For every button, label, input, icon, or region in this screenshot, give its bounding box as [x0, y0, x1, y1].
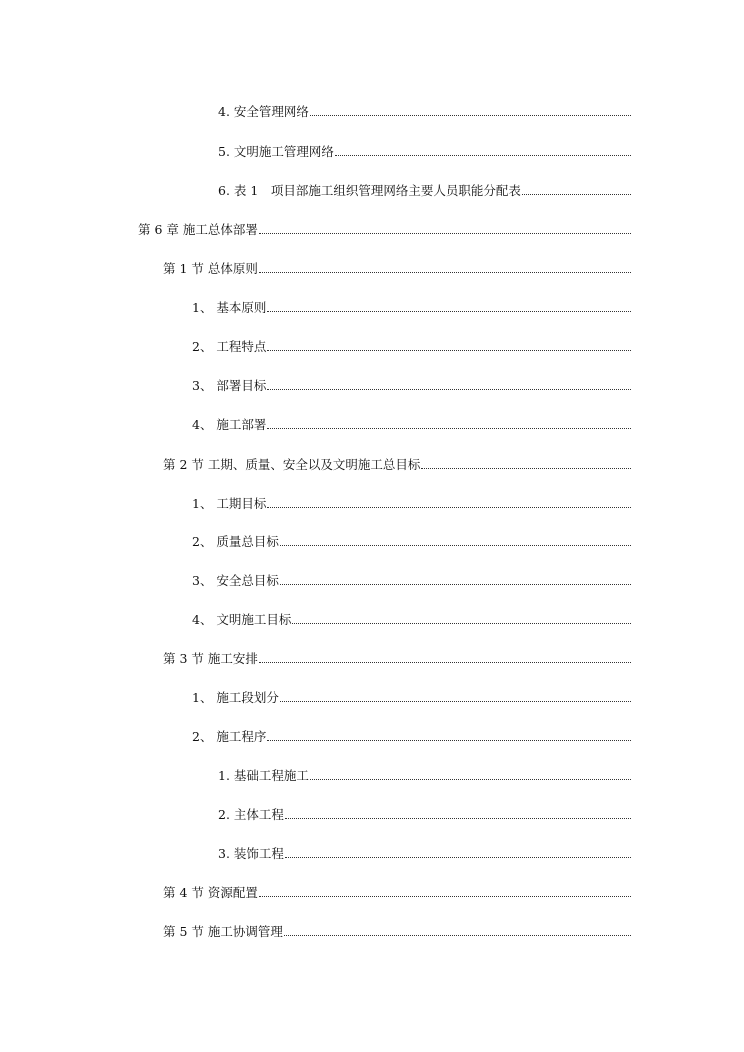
- toc-entry-label: 2. 主体工程: [218, 807, 284, 822]
- toc-entry-label: 3. 装饰工程: [218, 846, 284, 861]
- dot-leader: [280, 545, 631, 546]
- toc-entry-label: 1. 基础工程施工: [218, 768, 309, 783]
- dot-leader: [522, 194, 631, 195]
- dot-leader: [335, 155, 631, 156]
- toc-entry[interactable]: [192, 374, 631, 394]
- toc-entry-label: 4、 施工部署: [192, 417, 267, 432]
- dot-leader: [267, 311, 631, 312]
- dot-leader: [285, 857, 631, 858]
- dot-leader: [259, 662, 631, 663]
- toc-entry-label: 2、 质量总目标: [192, 534, 279, 549]
- toc-entry-label: 4. 安全管理网络: [218, 104, 309, 119]
- dot-leader: [292, 623, 631, 624]
- dot-leader: [267, 389, 631, 390]
- toc-entry[interactable]: [138, 218, 631, 238]
- dot-leader: [267, 507, 631, 508]
- toc-entry[interactable]: [218, 140, 631, 160]
- toc-entry[interactable]: [163, 257, 631, 277]
- toc-entry-label: 第 6 章 施工总体部署: [138, 222, 258, 237]
- dot-leader: [421, 468, 631, 469]
- toc-entry-label: 第 5 节 施工协调管理: [163, 924, 283, 939]
- toc-entry[interactable]: [218, 842, 631, 862]
- toc-entry[interactable]: [192, 686, 631, 706]
- dot-leader: [310, 115, 631, 116]
- toc-entry-label: 1、 基本原则: [192, 300, 267, 315]
- toc-entry-label: 2、 工程特点: [192, 339, 267, 354]
- toc-entry[interactable]: [192, 569, 631, 589]
- toc-entry-label: 3、 安全总目标: [192, 573, 279, 588]
- dot-leader: [267, 350, 631, 351]
- dot-leader: [284, 935, 631, 936]
- toc-entry-label: 1、 施工段划分: [192, 690, 279, 705]
- dot-leader: [280, 701, 631, 702]
- toc-entry-label: 6. 表 1 项目部施工组织管理网络主要人员职能分配表: [218, 183, 521, 198]
- toc-entry[interactable]: [218, 764, 631, 784]
- dot-leader: [310, 779, 631, 780]
- toc-entry-label: 第 4 节 资源配置: [163, 885, 258, 900]
- dot-leader: [280, 584, 631, 585]
- dot-leader: [267, 428, 631, 429]
- toc-entry-label: 5. 文明施工管理网络: [218, 144, 334, 159]
- toc-entry-label: 2、 施工程序: [192, 729, 267, 744]
- toc-entry-label: 第 2 节 工期、质量、安全以及文明施工总目标: [163, 457, 421, 472]
- toc-entry-label: 4、 文明施工目标: [192, 612, 292, 627]
- toc-entry[interactable]: [163, 881, 631, 901]
- toc-entry[interactable]: [192, 296, 631, 316]
- dot-leader: [259, 233, 631, 234]
- toc-entry[interactable]: [218, 803, 631, 823]
- toc-entry[interactable]: [192, 530, 631, 550]
- toc-entry-label: 第 1 节 总体原则: [163, 261, 258, 276]
- toc-entry[interactable]: [192, 725, 631, 745]
- toc-entry[interactable]: [163, 920, 631, 940]
- dot-leader: [259, 896, 631, 897]
- toc-entry[interactable]: [192, 413, 631, 433]
- toc-entry[interactable]: [163, 647, 631, 667]
- toc-entry[interactable]: [218, 100, 631, 120]
- toc-entry-label: 第 3 节 施工安排: [163, 651, 258, 666]
- toc-entry[interactable]: [192, 608, 631, 628]
- dot-leader: [267, 740, 631, 741]
- dot-leader: [285, 818, 631, 819]
- toc-entry-label: 3、 部署目标: [192, 378, 267, 393]
- toc-entry[interactable]: [192, 492, 631, 512]
- dot-leader: [259, 272, 631, 273]
- toc-entry-label: 1、 工期目标: [192, 496, 267, 511]
- toc-entry[interactable]: [218, 179, 631, 199]
- toc-entry[interactable]: [192, 335, 631, 355]
- toc-entry[interactable]: [163, 453, 631, 473]
